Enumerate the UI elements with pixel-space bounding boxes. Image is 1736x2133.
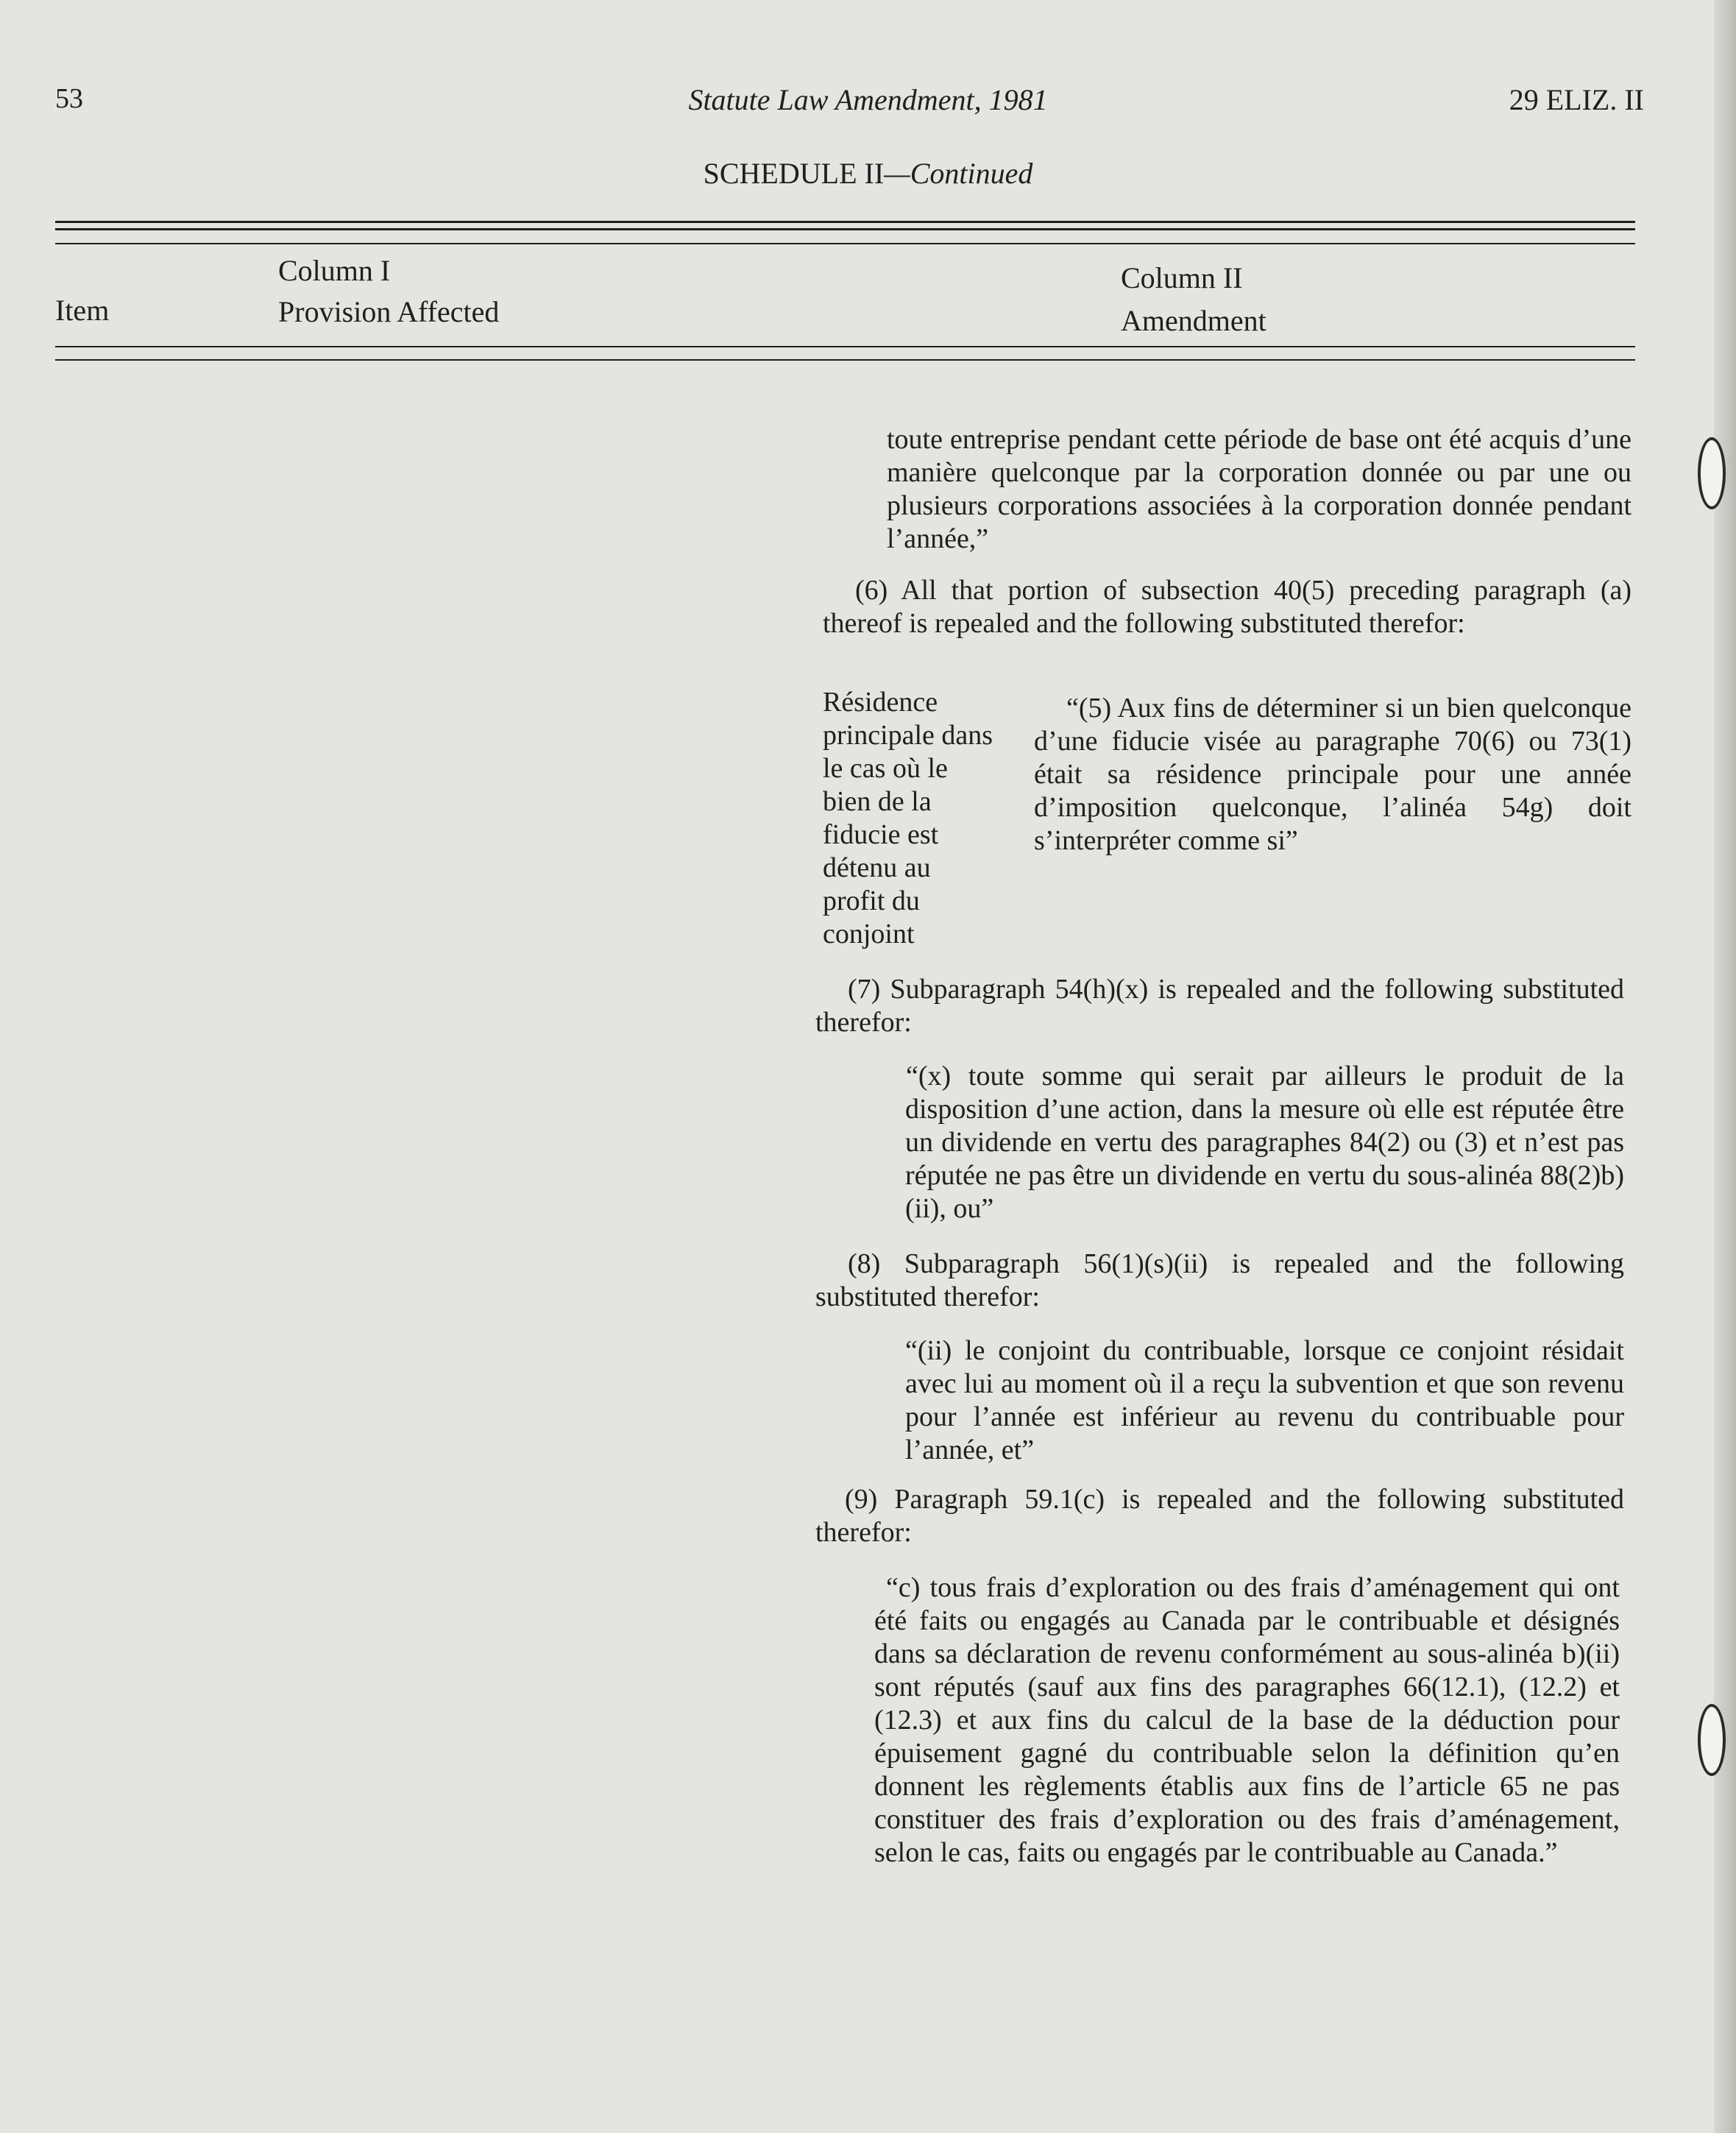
header-column2-title: Amendment [1121, 304, 1266, 337]
double-rule-bottom [55, 228, 1635, 230]
header-item: Item [55, 294, 110, 327]
amendment-6: (6) All that portion of subsection 40(5) preceding paragraph (a) thereof is repealed and the following substituted therefor: [823, 575, 1632, 639]
continued-quote-paragraph: toute entreprise pendant cette période de base ont été acquis d’une manière quelconque par la corporation donnée ou par une ou plusieurs corporations associées à la corporation donnée pendant l’année,” [887, 424, 1632, 554]
quote-subparagraph-x: “(x) toute somme qui serait par ailleurs le produit de la disposition d’une action, dans la mesure où elle est réputée être un dividende en vertu des paragraphes 84(2) ou (3) et n’est pas réputée ne pas être un dividende en vertu du sous-alinéa 88(2)b)(ii), ou” [905, 1061, 1624, 1224]
double-rule-top [55, 221, 1635, 223]
header-column2-number: Column II [1121, 261, 1243, 294]
amendment-8: (8) Subparagraph 56(1)(s)(ii) is repealed and the following substituted therefor: [815, 1248, 1624, 1312]
regnal-year: 29 ELIZ. II [1509, 83, 1644, 116]
quote-subparagraph-ii: “(ii) le conjoint du contribuable, lorsque ce conjoint résidait avec lui au moment où il a reçu la subvention et que son revenu pour l’année est inférieur au revenu du contribuable pour l’année, et” [905, 1335, 1624, 1465]
header-column1-number: Column I [278, 254, 391, 287]
amendment-7: (7) Subparagraph 54(h)(x) is repealed and the following substituted therefor: [815, 974, 1624, 1038]
page-edge [1714, 0, 1736, 2133]
schedule-name: SCHEDULE II [703, 157, 885, 190]
running-title: Statute Law Amendment, 1981 [688, 83, 1048, 116]
binder-hole-bottom [1698, 1704, 1726, 1776]
header-rule-lower [55, 359, 1635, 361]
schedule-title [0, 156, 1736, 191]
amendment-9: (9) Paragraph 59.1(c) is repealed and the following substituted therefor: [815, 1484, 1624, 1548]
schedule-continued: —Continued [884, 157, 1033, 190]
header-rule-upper [55, 243, 1635, 244]
page-number: 53 [55, 83, 83, 114]
binder-hole-top [1698, 437, 1726, 509]
header-column1-title: Provision Affected [278, 295, 500, 328]
marginal-note: Résidence principale dans le cas où le bien de la fiducie est détenu au profit du conjoint [823, 687, 993, 949]
quote-subsection-5: “(5) Aux fins de déterminer si un bien quelconque d’une fiducie visée au paragraphe 70(6) ou 73(1) était sa résidence principale pour une année d’imposition quelconque, l’alinéa 54g) doit s’interpréter comme si” [1034, 693, 1632, 856]
quote-paragraph-c: “c) tous frais d’exploration ou des frais d’aménagement qui ont été faits ou engagés au Canada par le contribuable et désignés dans sa déclaration de revenu conformément au sous-alinéa b)(ii) sont réputés (sauf aux fins des paragraphes 66(12.1), (12.2) et (12.3) et aux fins du calcul de la base de la déduction pour épuisement gagné du contribuable selon la définition qu’en donnent les règlements établis aux fins de l’article 65 ne pas constituer des frais d’exploration ou des frais d’aménagement, selon le cas, faits ou engagés par le contribuable au Canada.” [874, 1572, 1620, 1868]
header-rule-mid [55, 346, 1635, 347]
